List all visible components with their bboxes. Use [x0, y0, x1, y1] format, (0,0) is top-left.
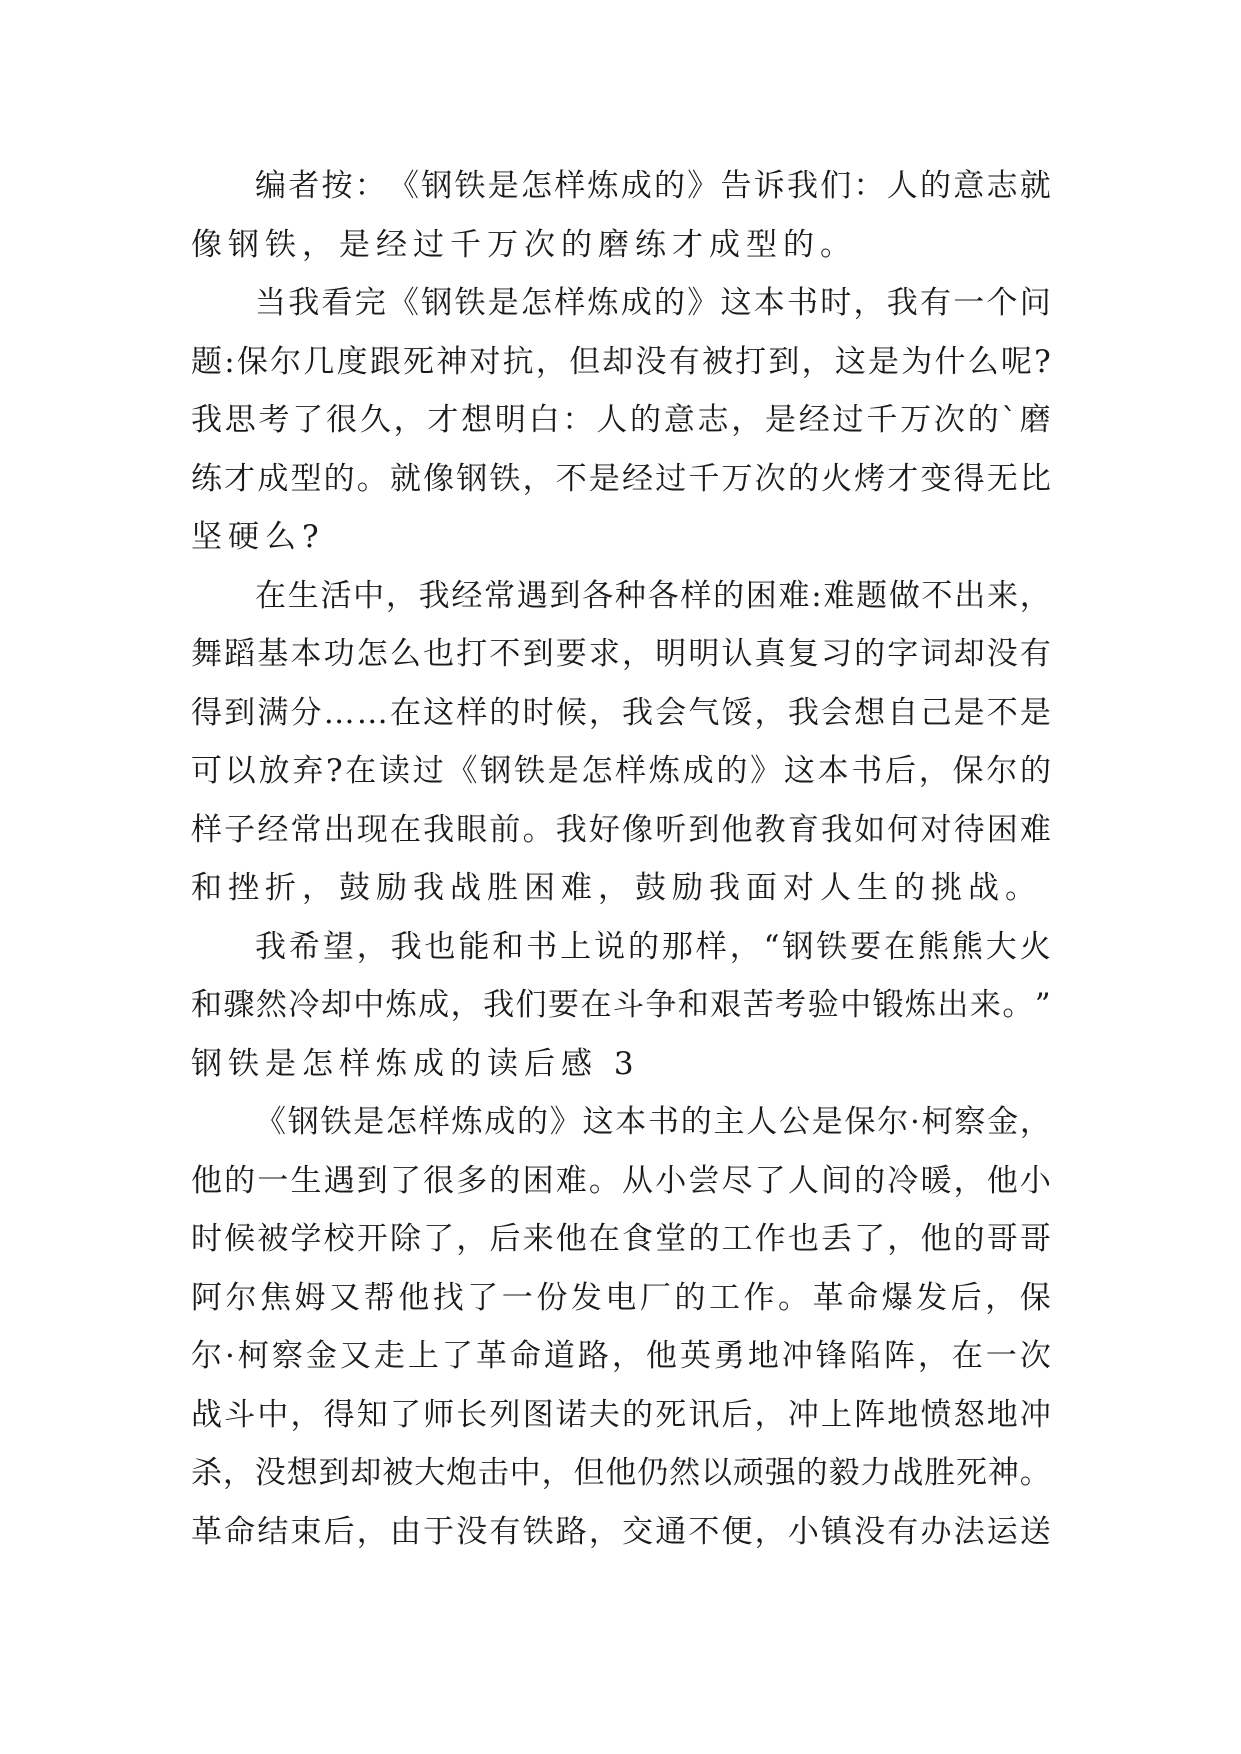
text-line: 像钢铁，是经过千万次的磨练才成型的。: [191, 226, 857, 263]
text-line: 尔 · 柯 察 金 又 走 上 了 革 命 道 路 ， 他 英 勇 地 冲 锋 陷 阵 ， 在 一 次: [191, 1338, 1051, 1374]
text-line: 编 者 按 ： 《 钢 铁 是 怎 样 炼 成 的 》 告 诉 我 们 ： 人 的 意 志 就: [255, 168, 1051, 204]
text-line: 《 钢 铁 是 怎 样 炼 成 的 》 这 本 书 的 主 人 公 是 保 尔 · 柯 察 金 ，: [255, 1104, 1051, 1140]
text-line: 舞 蹈 基 本 功 怎 么 也 打 不 到 要 求 ， 明 明 认 真 复 习 的 字 词 却 没 有: [191, 636, 1051, 672]
text-line: 练 才 成 型 的 。 就 像 钢 铁 ， 不 是 经 过 千 万 次 的 火 烤 才 变 得 无 比: [191, 460, 1051, 497]
text-line: 我 希 望 ， 我 也 能 和 书 上 说 的 那 样 ， “ 钢 铁 要 在 熊 熊 大 火: [255, 928, 1051, 965]
section-heading: 钢铁是怎样炼成的读后感 3: [191, 1045, 640, 1082]
text-line: 革 命 结 束 后 ， 由 于 没 有 铁 路 ， 交 通 不 便 ， 小 镇 没 有 办 法 运 送: [191, 1513, 1051, 1550]
text-line: 坚硬么?: [191, 519, 325, 555]
text-line: 在 生 活 中 ， 我 经 常 遇 到 各 种 各 样 的 困 难 : 难 题 做 不 出 来 ，: [255, 577, 1051, 614]
text-line: 我 思 考 了 很 久 ， 才 想 明 白 ： 人 的 意 志 ， 是 经 过 千 万 次 的 ` 磨: [191, 402, 1051, 438]
text-line: 战 斗 中 ， 得 知 了 师 长 列 图 诺 夫 的 死 讯 后 ， 冲 上 阵 地 愤 怒 地 冲: [191, 1396, 1051, 1433]
text-line: 他 的 一 生 遇 到 了 很 多 的 困 难 。 从 小 尝 尽 了 人 间 的 冷 暖 ， 他 小: [191, 1162, 1051, 1199]
text-line: 得 到 满 分 … … 在 这 样 的 时 候 ， 我 会 气 馁 ， 我 会 想 自 己 是 不 是: [191, 694, 1051, 731]
text-line: 阿 尔 焦 姆 又 帮 他 找 了 一 份 发 电 厂 的 工 作 。 革 命 爆 发 后 ， 保: [191, 1279, 1051, 1316]
text-line: 样 子 经 常 出 现 在 我 眼 前 。 我 好 像 听 到 他 教 育 我 如 何 对 待 困 难: [191, 811, 1051, 848]
text-line: 杀 ， 没 想 到 却 被 大 炮 击 中 ， 但 他 仍 然 以 顽 强 的 毅 力 战 胜 死 神 。: [191, 1455, 1051, 1491]
text-line: 题 : 保 尔 几 度 跟 死 神 对 抗 ， 但 却 没 有 被 打 到 ， 这 是 为 什 么 呢 ?: [191, 343, 1051, 380]
text-line: 当 我 看 完 《 钢 铁 是 怎 样 炼 成 的 》 这 本 书 时 ， 我 有 一 个 问: [255, 285, 1051, 321]
text-line: 和挫折，鼓励我战胜困难，鼓励我面对人生的挑战。: [191, 870, 1042, 906]
text-line: 和 骤 然 冷 却 中 炼 成 ， 我 们 要 在 斗 争 和 艰 苦 考 验 中 锻 炼 出 来 。 ”: [191, 987, 1051, 1023]
document-body: [191, 157, 1051, 1561]
text-line: 时 候 被 学 校 开 除 了 ， 后 来 他 在 食 堂 的 工 作 也 丢 了 ， 他 的 哥 哥: [191, 1221, 1051, 1257]
text-line: 可 以 放 弃 ? 在 读 过 《 钢 铁 是 怎 样 炼 成 的 》 这 本 书 后 ， 保 尔 的: [191, 753, 1051, 789]
